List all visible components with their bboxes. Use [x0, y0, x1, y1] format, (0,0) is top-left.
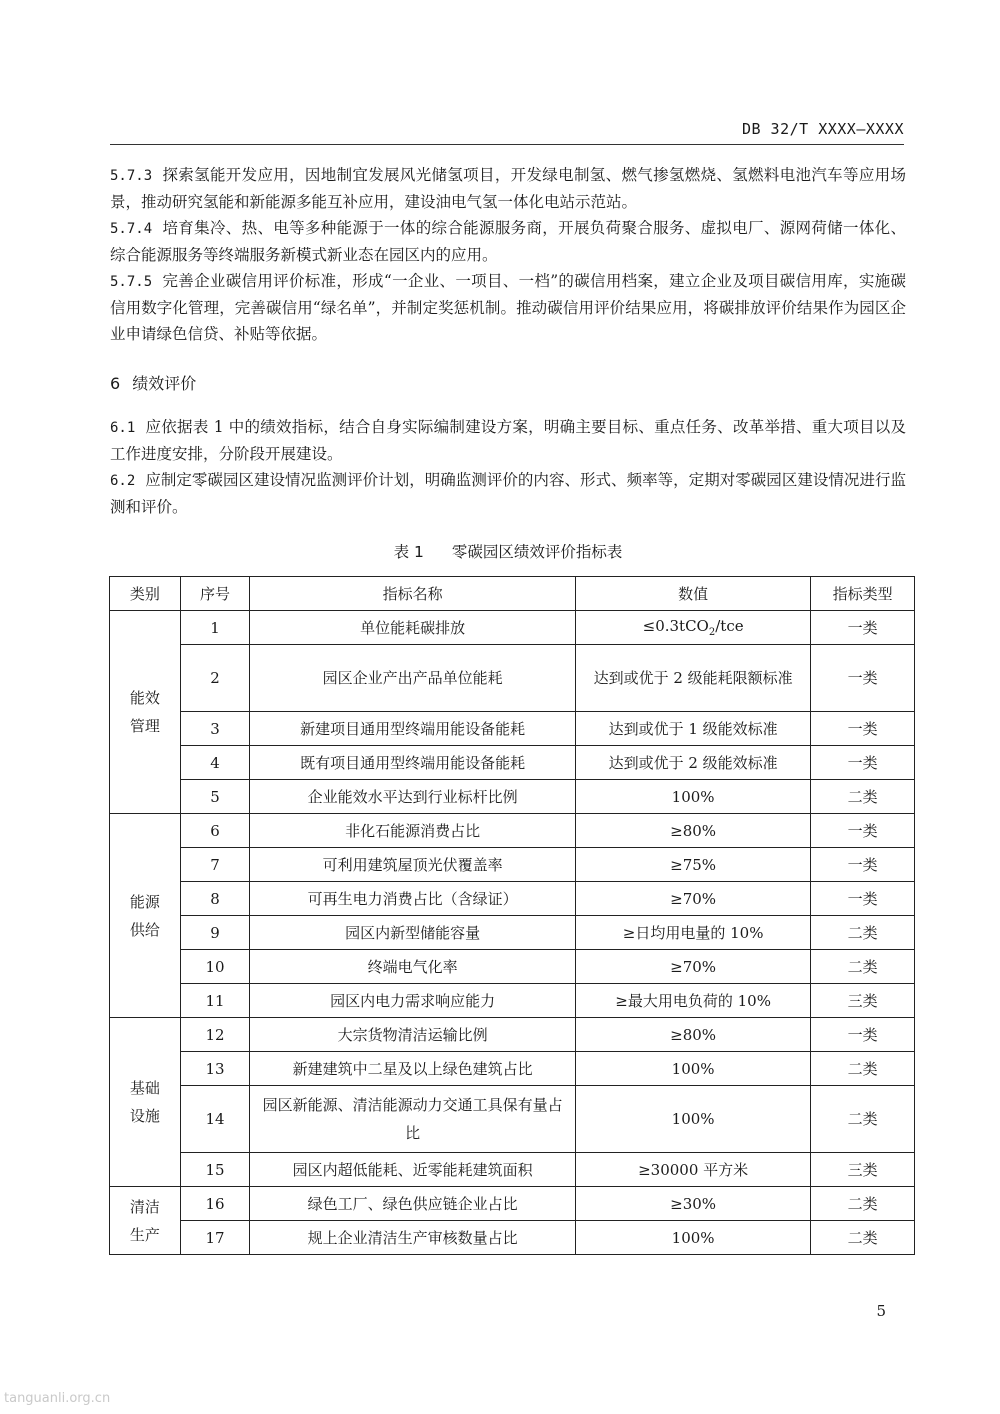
indicator-type: 一类 [811, 1018, 915, 1052]
indicator-name: 单位能耗碳排放 [250, 611, 576, 645]
indicator-type: 二类 [811, 1086, 915, 1153]
indicator-type: 三类 [811, 1153, 915, 1187]
table-row [110, 1221, 915, 1255]
table-row [110, 1187, 915, 1221]
indicator-value: ≥75% [575, 848, 810, 882]
clause-number: 5.7.4 [110, 221, 153, 237]
header-value: 数值 [575, 577, 810, 611]
table-number: 表 1 [393, 543, 424, 561]
category-cell: 能效 管理 [110, 611, 181, 814]
indicator-name: 可利用建筑屋顶光伏覆盖率 [250, 848, 576, 882]
table-header-row [110, 577, 915, 611]
indicator-name: 规上企业清洁生产审核数量占比 [250, 1221, 576, 1255]
indicator-name: 大宗货物清洁运输比例 [250, 1018, 576, 1052]
row-number: 10 [180, 950, 249, 984]
table-title: 零碳园区绩效评价指标表 [451, 543, 623, 561]
table-row [110, 1018, 915, 1052]
table-row [110, 984, 915, 1018]
category-cell: 基础 设施 [110, 1018, 181, 1187]
performance-indicator-table [109, 576, 915, 1255]
row-number: 8 [180, 882, 249, 916]
indicator-type: 二类 [811, 950, 915, 984]
header-number: 序号 [180, 577, 249, 611]
clause-text: 应依据表 1 中的绩效指标，结合自身实际编制建设方案，明确主要目标、重点任务、改革举措、重大项目以及工作进度安排，分阶段开展建设。 [110, 418, 906, 463]
indicator-type: 二类 [811, 1052, 915, 1086]
row-number: 4 [180, 746, 249, 780]
header-indicator-name: 指标名称 [250, 577, 576, 611]
indicator-value: ≥30% [575, 1187, 810, 1221]
row-number: 5 [180, 780, 249, 814]
indicator-name: 绿色工厂、绿色供应链企业占比 [250, 1187, 576, 1221]
section-title: 绩效评价 [132, 374, 197, 393]
indicator-value: 100% [575, 1086, 810, 1153]
row-number: 1 [180, 611, 249, 645]
watermark: tanguanli.org.cn [4, 1391, 111, 1406]
indicator-type: 一类 [811, 814, 915, 848]
indicator-value: 100% [575, 1221, 810, 1255]
indicator-value: ≥80% [575, 1018, 810, 1052]
indicator-name: 新建项目通用型终端用能设备能耗 [250, 712, 576, 746]
table-row [110, 780, 915, 814]
page-content [110, 162, 906, 1255]
clause-text: 培育集冷、热、电等多种能源于一体的综合能源服务商，开展负荷聚合服务、虚拟电厂、源网荷储一体化、综合能源服务等终端服务新模式新业态在园区内的应用。 [110, 219, 906, 264]
row-number: 17 [180, 1221, 249, 1255]
clause-text: 探索氢能开发应用，因地制宜发展风光储氢项目，开发绿电制氢、燃气掺氢燃烧、氢燃料电池汽车等应用场景，推动研究氢能和新能源多能互补应用，建设油电气氢一体化电站示范站。 [110, 166, 906, 211]
row-number: 7 [180, 848, 249, 882]
indicator-name: 园区内电力需求响应能力 [250, 984, 576, 1018]
indicator-name: 园区新能源、清洁能源动力交通工具保有量占比 [250, 1086, 576, 1153]
indicator-type: 二类 [811, 780, 915, 814]
indicator-value: 100% [575, 780, 810, 814]
indicator-type: 一类 [811, 712, 915, 746]
row-number: 16 [180, 1187, 249, 1221]
table-row [110, 746, 915, 780]
header-divider [110, 144, 904, 145]
clause-number: 6.2 [110, 473, 136, 489]
indicator-value: ≥80% [575, 814, 810, 848]
indicator-type: 二类 [811, 1221, 915, 1255]
row-number: 11 [180, 984, 249, 1018]
category-cell: 能源 供给 [110, 814, 181, 1018]
indicator-name: 园区内超低能耗、近零能耗建筑面积 [250, 1153, 576, 1187]
clause-text: 完善企业碳信用评价标准，形成“一企业、一项目、一档”的碳信用档案，建立企业及项目碳信用库，实施碳信用数字化管理，完善碳信用“绿名单”，并制定奖惩机制。推动碳信用评价结果应用，将碳排放评价结果作为园区企业申请绿色信贷、补贴等依据。 [110, 272, 906, 343]
clause-5-7-4 [110, 215, 906, 268]
indicator-value: ≥70% [575, 950, 810, 984]
table-row [110, 611, 915, 645]
row-number: 9 [180, 916, 249, 950]
indicator-name: 新建建筑中二星及以上绿色建筑占比 [250, 1052, 576, 1086]
table-row [110, 848, 915, 882]
indicator-name: 园区内新型储能容量 [250, 916, 576, 950]
indicator-value: ≥最大用电负荷的 10% [575, 984, 810, 1018]
indicator-value: ≤0.3tCO$_2$/tce [575, 611, 810, 645]
clause-6-1 [110, 414, 906, 467]
indicator-value: 达到或优于 2 级能耗限额标准 [575, 645, 810, 712]
row-number: 14 [180, 1086, 249, 1153]
clause-number: 5.7.5 [110, 274, 153, 290]
indicator-name: 园区企业产出产品单位能耗 [250, 645, 576, 712]
indicator-value: 100% [575, 1052, 810, 1086]
indicator-value: ≥日均用电量的 10% [575, 916, 810, 950]
clause-5-7-3 [110, 162, 906, 215]
section-number: 6 [110, 374, 121, 393]
indicator-value: ≥30000 平方米 [575, 1153, 810, 1187]
indicator-type: 二类 [811, 1187, 915, 1221]
table-row [110, 916, 915, 950]
indicator-name: 非化石能源消费占比 [250, 814, 576, 848]
table-row [110, 1086, 915, 1153]
row-number: 12 [180, 1018, 249, 1052]
standard-code: DB 32/T XXXX—XXXX [741, 120, 904, 138]
row-number: 15 [180, 1153, 249, 1187]
table-row [110, 645, 915, 712]
clause-number: 6.1 [110, 420, 136, 436]
table-row [110, 1153, 915, 1187]
clause-5-7-5 [110, 268, 906, 347]
indicator-type: 三类 [811, 984, 915, 1018]
indicator-name: 可再生电力消费占比（含绿证） [250, 882, 576, 916]
header-category: 类别 [110, 577, 181, 611]
indicator-value: 达到或优于 2 级能效标准 [575, 746, 810, 780]
clause-text: 应制定零碳园区建设情况监测评价计划，明确监测评价的内容、形式、频率等，定期对零碳园区建设情况进行监测和评价。 [110, 471, 906, 516]
category-cell: 清洁 生产 [110, 1187, 181, 1255]
indicator-value: 达到或优于 1 级能效标准 [575, 712, 810, 746]
header-indicator-type: 指标类型 [811, 577, 915, 611]
indicator-type: 一类 [811, 882, 915, 916]
indicator-type: 一类 [811, 645, 915, 712]
indicator-type: 一类 [811, 848, 915, 882]
row-number: 6 [180, 814, 249, 848]
indicator-type: 一类 [811, 611, 915, 645]
indicator-type: 一类 [811, 746, 915, 780]
page-number: 5 [876, 1302, 886, 1320]
indicator-name: 终端电气化率 [250, 950, 576, 984]
row-number: 13 [180, 1052, 249, 1086]
clause-6-2 [110, 467, 906, 520]
table-caption [110, 540, 906, 562]
clause-number: 5.7.3 [110, 168, 153, 184]
table-row [110, 712, 915, 746]
row-number: 3 [180, 712, 249, 746]
indicator-name: 企业能效水平达到行业标杆比例 [250, 780, 576, 814]
section-heading [110, 371, 906, 394]
indicator-type: 二类 [811, 916, 915, 950]
indicator-value: ≥70% [575, 882, 810, 916]
table-row [110, 950, 915, 984]
row-number: 2 [180, 645, 249, 712]
table-row [110, 882, 915, 916]
table-row [110, 814, 915, 848]
indicator-name: 既有项目通用型终端用能设备能耗 [250, 746, 576, 780]
table-row [110, 1052, 915, 1086]
